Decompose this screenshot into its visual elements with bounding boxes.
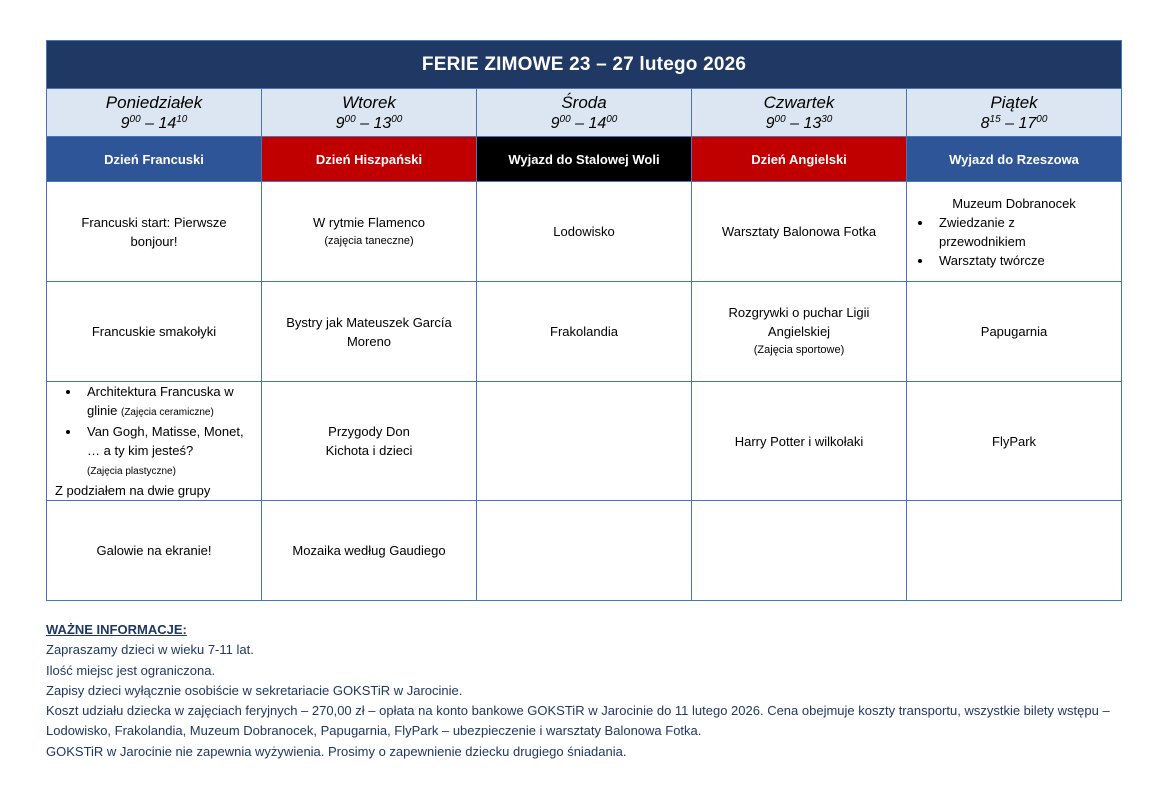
activity-mon-2: Francuskie smakołyki [47, 282, 262, 382]
info-line: Ilość miejsc jest ograniczona. [46, 662, 216, 678]
days-row [47, 89, 1122, 137]
info-heading: WAŻNE INFORMACJE: [46, 622, 187, 637]
activity-fri-1 [907, 182, 1122, 282]
theme-fri: Wyjazd do Rzeszowa [907, 137, 1122, 182]
schedule-table [46, 40, 1122, 601]
activity-wed-3 [477, 382, 692, 501]
day-header-wed [477, 89, 692, 137]
day-hours: $9^{00} - 13^{00}$ [335, 113, 403, 132]
activity-tue-1 [262, 182, 477, 282]
day-name: Środa [561, 92, 607, 112]
info-line: Koszt udziału dziecka w zajęciach feryjnych – 270,00 zł – opłata na konto bankowe GOKSTiR w Jarocinie do 11 lutego 2026. Cena obejmuje koszty transportu, wszystkie bilety wstępu – Lodowisko, Frakolandia, Muzeum Dobranocek, Papugarnia, FlyPark – ubezpieczenie i warsztaty Balonowa Fotka. [46, 703, 1110, 739]
activity-tue-4: Mozaika według Gaudiego [262, 501, 477, 601]
info-line: Zapisy dzieci wyłącznie osobiście w sekretariacie GOKSTiR w Jarocinie. [46, 682, 463, 698]
important-info [46, 620, 1126, 762]
day-hours: $9^{00} - 13^{30}$ [765, 113, 833, 132]
list-item: • Van Gogh, Matisse, Monet, … a ty kim jesteś? (Zajęcia plastyczne) [81, 422, 255, 481]
day-header-thu [692, 89, 907, 137]
activity-thu-3: Harry Potter i wilkołaki [692, 382, 907, 501]
activity-fri-4 [907, 501, 1122, 601]
activity-fri-3: FlyPark [907, 382, 1122, 501]
day-name: Poniedziałek [105, 92, 203, 112]
activity-row-1 [47, 182, 1122, 282]
day-header-mon [47, 89, 262, 137]
activity-wed-2: Frakolandia [477, 282, 692, 382]
activity-row-2 [47, 282, 1122, 382]
list-item: • Architektura Francuska w glinie (Zajęcia ceramiczne) [81, 382, 255, 422]
activity-title: Rozgrywki o puchar Ligii Angielskiej [728, 305, 870, 339]
day-hours: $9^{00} - 14^{00}$ [550, 113, 618, 132]
day-header-fri [907, 89, 1122, 137]
activity-list [55, 382, 255, 481]
activity-note: (Zajęcia sportowe) [753, 344, 845, 356]
schedule-title: FERIE ZIMOWE 23 – 27 lutego 2026 [47, 41, 1122, 89]
activity-row-3 [47, 382, 1122, 501]
day-header-tue [262, 89, 477, 137]
theme-wed: Wyjazd do Stalowej Woli [477, 137, 692, 182]
activity-thu-2 [692, 282, 907, 382]
activity-fri-2: Papugarnia [907, 282, 1122, 382]
themes-row [47, 137, 1122, 182]
theme-tue: Dzień Hiszpański [262, 137, 477, 182]
day-hours: $8^{15} - 17^{00}$ [980, 113, 1048, 132]
activity-mon-3 [47, 382, 262, 501]
activity-mon-4: Galowie na ekranie! [47, 501, 262, 601]
activity-footer: Z podziałem na dwie grupy [55, 483, 211, 498]
activity-thu-1: Warsztaty Balonowa Fotka [692, 182, 907, 282]
activity-title: W rytmie Flamenco [313, 214, 425, 230]
activity-row-4 [47, 501, 1122, 601]
day-name: Czwartek [763, 92, 835, 112]
activity-list [907, 213, 1121, 270]
activity-tue-2: Bystry jak Mateuszek García Moreno [262, 282, 477, 382]
activity-wed-4 [477, 501, 692, 601]
activity-tue-3: Przygody Don Kichota i dzieci [262, 382, 477, 501]
theme-mon: Dzień Francuski [47, 137, 262, 182]
day-hours: $9^{00} - 14^{10}$ [120, 113, 188, 132]
activity-title: Muzeum Dobranocek [952, 195, 1076, 211]
day-name: Wtorek [342, 92, 396, 112]
day-name: Piątek [990, 92, 1038, 112]
activity-thu-4 [692, 501, 907, 601]
activity-note: (zajęcia taneczne) [324, 234, 414, 247]
list-item: • Warsztaty twórcze [933, 251, 1121, 270]
activity-wed-1: Lodowisko [477, 182, 692, 282]
info-line: GOKSTiR w Jarocinie nie zapewnia wyżywienia. Prosimy o zapewnienie dziecku drugiego śniadania. [46, 743, 627, 759]
list-item: • Zwiedzanie z przewodnikiem [933, 213, 1049, 251]
theme-thu: Dzień Angielski [692, 137, 907, 182]
activity-mon-1: Francuski start: Pierwsze bonjour! [47, 182, 262, 282]
info-line: Zapraszamy dzieci w wieku 7-11 lat. [46, 642, 254, 658]
